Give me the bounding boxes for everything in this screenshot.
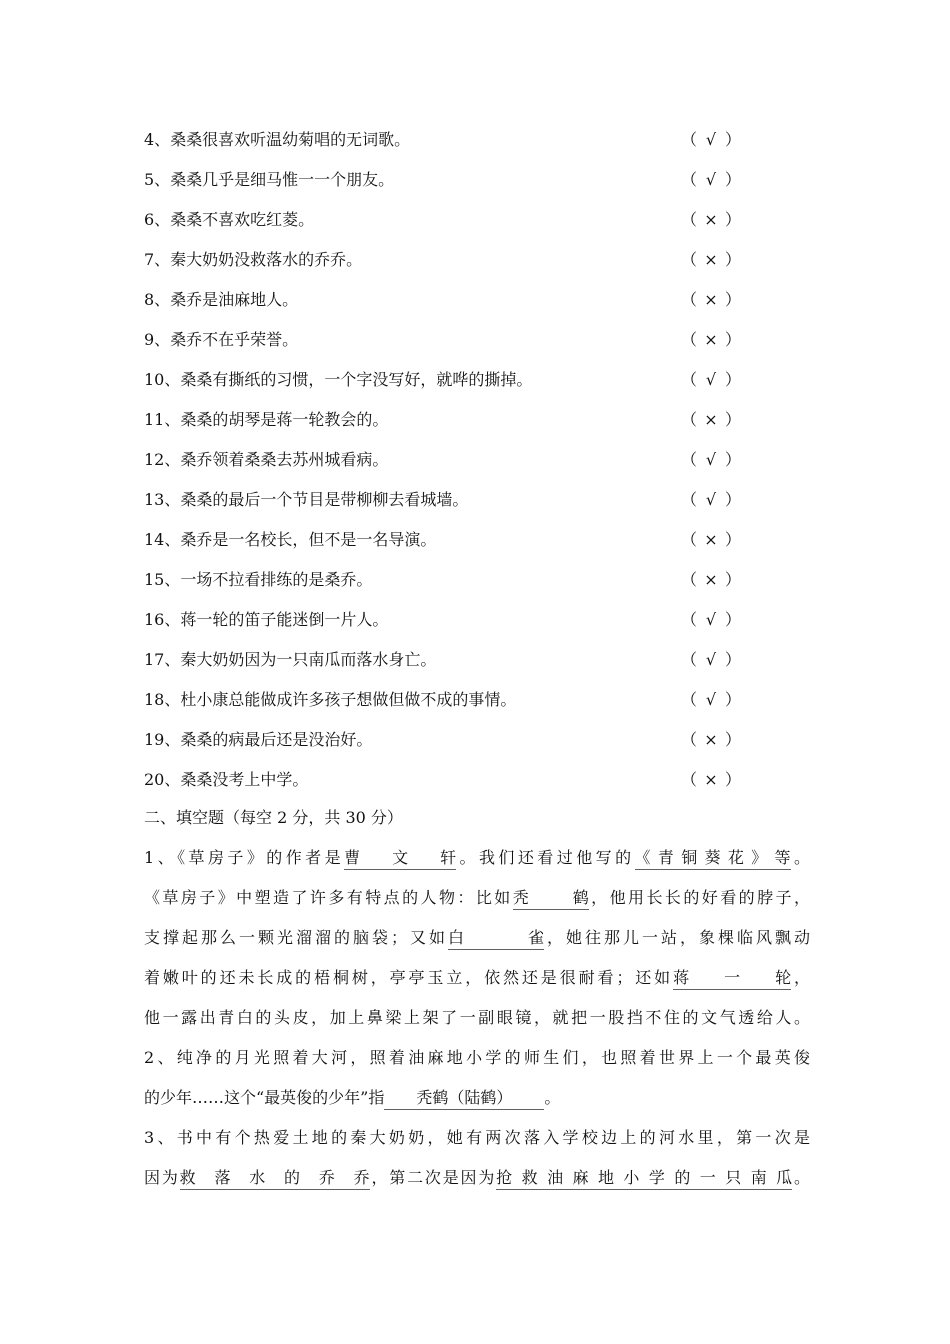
check-mark-icon: √ [705,450,717,469]
answer-mark [681,200,741,240]
answer-mark [681,760,741,800]
statement-text: 9、桑乔不在乎荣誉。 [144,330,299,349]
cross-mark-icon: × [704,730,718,749]
check-mark-icon: √ [705,490,717,509]
check-mark-icon: √ [705,650,717,669]
q1-text: ， [791,968,810,987]
true-false-item [144,440,754,480]
statement-text: 7、秦大奶奶没救落水的乔乔。 [144,250,363,269]
paren-close: ） [724,210,741,229]
answer-blank: 曹文轩 [344,847,456,870]
true-false-item [144,360,754,400]
q3-text: 因为 [144,1168,180,1187]
paren-close: ） [724,770,741,789]
fill-in-section [144,838,810,1198]
true-false-item [144,240,754,280]
paren-close: ） [724,730,741,749]
statement-text: 12、桑乔领着桑桑去苏州城看病。 [144,450,389,469]
paren-close: ） [724,370,741,389]
answer-mark [681,120,741,160]
true-false-item [144,280,754,320]
answer-blank: 秃鹤 [513,887,589,910]
answer-mark [681,360,741,400]
true-false-item [144,600,754,640]
statement-text: 4、桑桑很喜欢听温幼菊唱的无词歌。 [144,130,411,149]
q3-text: 。 [792,1168,810,1187]
statement-text: 17、秦大奶奶因为一只南瓜而落水身亡。 [144,650,437,669]
paren-open: （ [681,530,698,549]
paren-close: ） [724,530,741,549]
q2-line-2 [144,1078,810,1118]
paren-open: （ [681,770,698,789]
answer-blank: 《青铜葵花》等 [635,847,791,870]
answer-mark [681,600,741,640]
paren-open: （ [681,330,698,349]
answer-mark [681,240,741,280]
q2-text: 的少年……这个“最英俊的少年”指 [144,1088,385,1107]
check-mark-icon: √ [705,690,717,709]
paren-open: （ [681,570,698,589]
paren-close: ） [724,450,741,469]
answer-mark [681,440,741,480]
q1-line-1 [144,838,810,878]
cross-mark-icon: × [704,250,718,269]
true-false-item [144,320,754,360]
paren-open: （ [681,690,698,709]
answer-mark [681,320,741,360]
q3-line-2 [144,1158,810,1198]
answer-mark [681,480,741,520]
answer-mark [681,680,741,720]
cross-mark-icon: × [704,210,718,229]
paren-open: （ [681,170,698,189]
cross-mark-icon: × [704,770,718,789]
true-false-item [144,480,754,520]
paren-open: （ [681,250,698,269]
statement-text: 16、蒋一轮的笛子能迷倒一片人。 [144,610,389,629]
statement-text: 13、桑桑的最后一个节目是带柳柳去看城墙。 [144,490,469,509]
paren-open: （ [681,450,698,469]
check-mark-icon: √ [705,370,717,389]
q2-line-1: 2、纯净的月光照着大河，照着油麻地小学的师生们，也照着世界上一个最英俊 [144,1048,810,1067]
answer-blank: 秃鹤（陆鹤） [384,1087,544,1110]
q3-text: ，第二次是因为 [369,1168,497,1187]
true-false-item [144,560,754,600]
paren-open: （ [681,210,698,229]
statement-text: 18、杜小康总能做成许多孩子想做但做不成的事情。 [144,690,517,709]
answer-mark [681,520,741,560]
cross-mark-icon: × [704,410,718,429]
q1-line-4 [144,958,810,998]
paren-close: ） [724,330,741,349]
q1-text: 1、《草房子》的作者是 [144,848,345,867]
true-false-list [144,120,754,800]
paren-close: ） [724,410,741,429]
cross-mark-icon: × [704,570,718,589]
true-false-item [144,720,754,760]
q1-text: 支撑起那么一颗光溜溜的脑袋；又如 [144,928,448,947]
statement-text: 14、桑乔是一名校长，但不是一名导演。 [144,530,437,549]
paren-open: （ [681,490,698,509]
answer-blank: 抢救油麻地小学的一只南瓜 [496,1167,792,1190]
statement-text: 19、桑桑的病最后还是没治好。 [144,730,373,749]
check-mark-icon: √ [705,610,717,629]
answer-blank: 蒋一轮 [673,967,791,990]
true-false-item [144,400,754,440]
answer-blank: 白雀 [448,927,544,950]
paren-open: （ [681,130,698,149]
paren-open: （ [681,290,698,309]
statement-text: 20、桑桑没考上中学。 [144,770,309,789]
answer-mark [681,280,741,320]
q1-line-3 [144,918,810,958]
statement-text: 10、桑桑有撕纸的习惯，一个字没写好，就哗的撕掉。 [144,370,533,389]
statement-text: 5、桑桑几乎是细马惟一一个朋友。 [144,170,395,189]
paren-open: （ [681,650,698,669]
statement-text: 8、桑乔是油麻地人。 [144,290,299,309]
q3-line-1: 3、书中有个热爱土地的秦大奶奶，她有两次落入学校边上的河水里，第一次是 [144,1128,810,1147]
answer-mark [681,560,741,600]
answer-mark [681,720,741,760]
true-false-item [144,680,754,720]
check-mark-icon: √ [705,130,717,149]
paren-close: ） [724,690,741,709]
check-mark-icon: √ [705,170,717,189]
true-false-item [144,120,754,160]
answer-mark [681,160,741,200]
cross-mark-icon: × [704,290,718,309]
paren-open: （ [681,730,698,749]
paren-close: ） [724,250,741,269]
cross-mark-icon: × [704,530,718,549]
q1-text: ，她往那儿一站，象棵临风飘动 [543,928,810,947]
paren-close: ） [724,490,741,509]
q1-text: 。 [790,848,810,867]
q1-text: ，他用长长的好看的脖子， [588,888,810,907]
q1-line-5: 他一露出青白的头皮，加上鼻梁上架了一副眼镜，就把一股挡不住的文气透给人。 [144,1008,810,1027]
statement-text: 11、桑桑的胡琴是蒋一轮教会的。 [144,410,389,429]
paren-close: ） [724,130,741,149]
true-false-item [144,640,754,680]
true-false-item [144,520,754,560]
q1-line-2 [144,878,810,918]
q2-text: 。 [544,1088,561,1107]
statement-text: 15、一场不拉看排练的是桑乔。 [144,570,373,589]
true-false-item [144,760,754,800]
cross-mark-icon: × [704,330,718,349]
paren-open: （ [681,410,698,429]
answer-mark [681,400,741,440]
answer-blank: 救落水的乔乔 [180,1167,370,1190]
paren-close: ） [724,170,741,189]
answer-mark [681,640,741,680]
q1-text: 着嫩叶的还未长成的梧桐树，亭亭玉立，依然还是很耐看；还如 [144,968,674,987]
paren-close: ） [724,570,741,589]
paren-open: （ [681,370,698,389]
paren-open: （ [681,610,698,629]
paren-close: ） [724,290,741,309]
statement-text: 6、桑桑不喜欢吃红菱。 [144,210,315,229]
q1-text: 。我们还看过他写的 [456,848,635,867]
true-false-item [144,160,754,200]
paren-close: ） [724,650,741,669]
paren-close: ） [724,610,741,629]
true-false-item [144,200,754,240]
section-2-title: 二、填空题（每空 2 分，共 30 分） [144,808,403,827]
q1-text: 《草房子》中塑造了许多有特点的人物：比如 [144,888,513,907]
